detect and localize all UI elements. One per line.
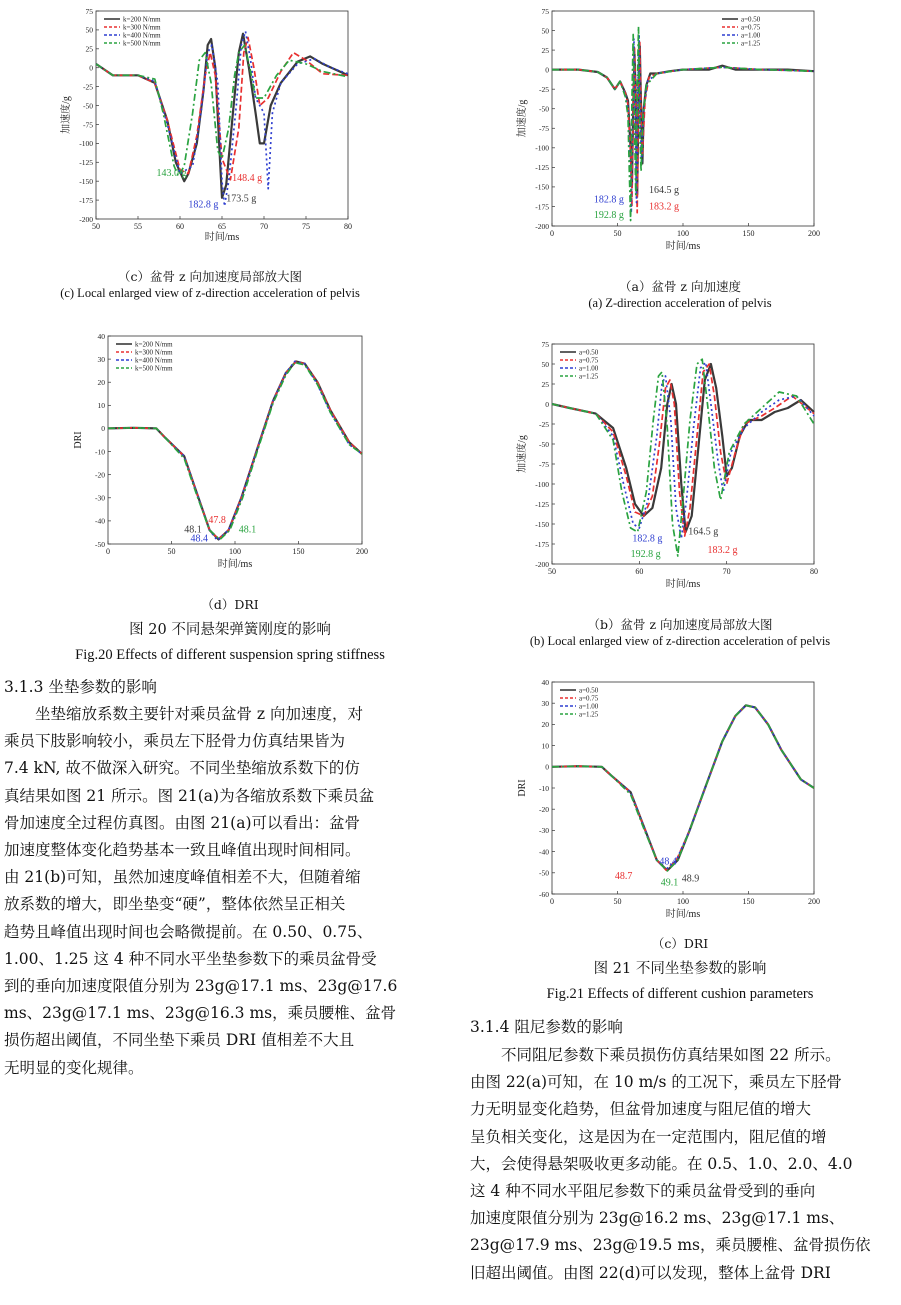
x-tick-label: 150 <box>742 229 755 238</box>
y-tick-label: 10 <box>541 741 549 751</box>
text-line: 呈负相关变化，这是因为在一定范围内，阻尼值的增 <box>470 1127 827 1146</box>
text-line: 趋势且峰值出现时间也会略微提前。在 0.50、0.75、 <box>4 922 373 941</box>
data-annotation: 192.8 g <box>593 210 624 222</box>
y-tick-label: 0 <box>545 399 549 409</box>
legend-label: k=200 N/mm <box>123 15 161 24</box>
y-axis-label: DRI <box>517 779 528 797</box>
y-tick-label: -150 <box>79 176 93 186</box>
legend-label: a=1.25 <box>579 372 599 381</box>
y-tick-label: -200 <box>535 559 549 569</box>
data-annotation: 48.4 <box>190 533 209 545</box>
y-tick-label: -100 <box>79 139 93 149</box>
chart-fig20d-svg <box>70 330 370 578</box>
y-tick-label: 25 <box>541 45 549 55</box>
chart-fig21a-svg <box>512 5 822 260</box>
series-line-1 <box>552 46 814 195</box>
x-tick-label: 70 <box>260 222 268 231</box>
y-tick-label: -100 <box>535 143 549 153</box>
legend-label: a=0.75 <box>579 694 599 703</box>
legend-label: k=500 N/mm <box>135 364 173 373</box>
x-tick-label: 80 <box>344 222 352 231</box>
data-annotation: 48.7 <box>614 871 633 883</box>
chart-legend <box>722 16 761 48</box>
y-axis-label: 加速度/g <box>517 99 528 138</box>
caption-fig21a-en: (a) Z-direction acceleration of pelvis <box>588 296 772 310</box>
legend-label: k=400 N/mm <box>135 356 173 365</box>
caption-fig21b-en: (b) Local enlarged view of z-direction acceleration of pelvis <box>529 634 831 648</box>
x-tick-label: 200 <box>808 229 820 238</box>
series-line-3 <box>552 35 814 213</box>
x-tick-label: 50 <box>92 222 100 231</box>
chart-fig21c-svg <box>512 676 822 928</box>
data-annotation: 164.5 g <box>648 185 679 197</box>
y-tick-label: 50 <box>541 26 549 36</box>
legend-label: k=500 N/mm <box>123 39 161 48</box>
y-tick-label: -25 <box>539 419 549 429</box>
y-tick-label: -200 <box>535 221 549 231</box>
x-tick-label: 55 <box>134 222 142 231</box>
data-annotation: 48.1 <box>184 524 202 536</box>
data-annotation: 183.2 g <box>648 201 679 213</box>
y-tick-label: 0 <box>545 65 549 75</box>
series-line-2 <box>552 39 814 212</box>
y-axis-label: 加速度/g <box>61 96 72 134</box>
text-line: 7.4 kN, 故不做深入研究。不同坐垫缩放系数下的仿 <box>4 759 360 778</box>
x-axis-label: 时间/ms <box>217 559 253 570</box>
text-line: 由图 22(a)可知，在 10 m/s 的工况下，乘员左下胫骨 <box>470 1073 842 1092</box>
chart-fig20c-svg <box>56 5 356 251</box>
chart-fig21c <box>512 676 822 928</box>
text-line: 不同阻尼参数下乘员损伤仿真结果如图 22 所示。 <box>470 1046 841 1064</box>
series-line-4 <box>552 27 814 221</box>
x-tick-label: 150 <box>742 897 755 906</box>
x-tick-label: 100 <box>677 897 689 906</box>
y-axis-label: 加速度/g <box>517 435 528 473</box>
chart-fig20d <box>70 330 370 578</box>
y-tick-label: 75 <box>541 339 549 349</box>
y-tick-label: -30 <box>95 493 105 503</box>
x-axis-label: 时间/ms <box>665 579 701 590</box>
legend-label: a=0.50 <box>741 15 761 24</box>
y-tick-label: 30 <box>97 354 105 364</box>
y-tick-label: -25 <box>539 84 549 94</box>
y-tick-label: 20 <box>97 378 105 388</box>
y-tick-label: 0 <box>101 424 105 434</box>
y-tick-label: 75 <box>85 6 93 16</box>
text-line: 1.00、1.25 这 4 种不同水平坐垫参数下的乘员盆骨受 <box>4 949 377 968</box>
caption-fig21c <box>470 935 890 952</box>
y-tick-label: -10 <box>539 783 549 793</box>
chart-fig21a <box>512 5 822 260</box>
fig21-title-cn: 图 21 不同坐垫参数的影响 <box>593 961 767 977</box>
plot-frame <box>552 11 814 226</box>
y-tick-label: 40 <box>541 677 549 687</box>
x-axis-label: 时间/ms <box>665 241 701 252</box>
chart-fig20c <box>56 5 356 251</box>
series-line-4 <box>552 702 814 871</box>
x-tick-label: 60 <box>635 567 644 576</box>
x-tick-label: 0 <box>106 547 110 556</box>
y-tick-label: -20 <box>95 470 105 480</box>
section-314-heading: 3.1.4 阻尼参数的影响 <box>470 1018 623 1036</box>
x-tick-label: 150 <box>292 547 305 556</box>
caption-fig21b <box>470 616 890 650</box>
series-line-2 <box>96 38 348 180</box>
y-tick-label: -50 <box>539 104 549 114</box>
legend-label: a=0.75 <box>579 356 599 365</box>
text-line: 到的垂向加速度限值分别为 23g@17.1 ms、23g@17.6 <box>4 977 398 996</box>
y-tick-label: -200 <box>79 214 93 224</box>
x-tick-label: 0 <box>550 897 554 906</box>
y-tick-label: -50 <box>539 439 549 449</box>
caption-fig20c <box>0 268 420 302</box>
y-tick-label: 25 <box>85 44 93 54</box>
y-tick-label: -175 <box>535 202 549 212</box>
legend-label: a=1.25 <box>579 710 599 719</box>
y-axis-label: DRI <box>73 431 84 449</box>
x-tick-label: 60 <box>176 222 184 231</box>
y-tick-label: -175 <box>535 539 549 549</box>
y-tick-label: -50 <box>539 868 549 878</box>
x-tick-label: 65 <box>218 222 226 231</box>
caption-fig20d-cn: （d）DRI <box>201 597 259 612</box>
caption-fig21b-cn: （b）盆骨 z 向加速度局部放大图 <box>587 617 773 632</box>
section-313-body <box>4 701 432 1082</box>
section-313-heading: 3.1.3 坐垫参数的影响 <box>4 678 157 696</box>
legend-label: a=0.50 <box>579 686 599 695</box>
text-line: 大，会使得悬架吸收更多动能。在 0.5、1.0、2.0、4.0 <box>470 1154 853 1173</box>
y-tick-label: -125 <box>79 158 93 168</box>
y-tick-label: 75 <box>541 6 549 16</box>
text-line: 这 4 种不同水平阻尼参数下的乘员盆骨受到的垂向 <box>470 1182 816 1201</box>
fig20-title-cn: 图 20 不同悬架弹簧刚度的影响 <box>129 622 331 638</box>
text-line: 损伤超出阈值，不同坐垫下乘员 DRI 值相差不大且 <box>4 1031 355 1050</box>
chart-legend <box>104 16 161 48</box>
y-tick-label: -150 <box>535 182 549 192</box>
text-line: 乘员下肢影响较小，乘员左下胫骨力仿真结果皆为 <box>4 732 346 751</box>
y-tick-label: 0 <box>89 63 93 73</box>
data-annotation: 164.5 g <box>688 526 719 538</box>
y-tick-label: 0 <box>545 762 549 772</box>
x-tick-label: 75 <box>302 222 310 231</box>
data-annotation: 48.1 <box>238 524 257 536</box>
x-tick-label: 50 <box>613 229 622 238</box>
y-tick-label: 10 <box>97 401 105 411</box>
x-tick-label: 200 <box>356 547 368 556</box>
data-annotation: 182.8 g <box>632 533 663 545</box>
y-tick-label: -60 <box>539 889 549 899</box>
data-annotation: 182.8 g <box>593 194 624 206</box>
chart-legend <box>560 349 599 381</box>
chart-fig21b-svg <box>512 338 822 598</box>
text-line: 坐垫缩放系数主要针对乘员盆骨 z 向加速度，对 <box>4 705 364 723</box>
chart-axes <box>515 7 820 252</box>
legend-label: k=300 N/mm <box>135 348 173 357</box>
y-tick-label: -150 <box>535 519 549 529</box>
y-tick-label: -75 <box>539 124 549 134</box>
data-annotation: 49.1 <box>660 877 679 889</box>
text-line: 骨加速度全过程仿真图。由图 21(a)可以看出：盆骨 <box>4 813 360 832</box>
legend-label: a=0.75 <box>741 23 761 32</box>
y-tick-label: -125 <box>535 499 549 509</box>
y-tick-label: -10 <box>95 447 105 457</box>
y-tick-label: -30 <box>539 826 549 836</box>
x-tick-label: 50 <box>167 547 176 556</box>
y-tick-label: 20 <box>541 720 549 730</box>
text-line: ms、23g@17.1 ms、23g@16.3 ms，乘员腰椎、盆骨 <box>4 1004 397 1023</box>
x-tick-label: 200 <box>808 897 820 906</box>
text-line: 加速度整体变化趋势基本一致且峰值出现时间相同。 <box>4 841 361 860</box>
caption-fig20c-en: (c) Local enlarged view of z-direction acceleration of pelvis <box>60 286 360 300</box>
chart-fig21b <box>512 338 822 598</box>
fig21-title-en: Fig.21 Effects of different cushion parameters <box>546 986 814 1002</box>
x-tick-label: 50 <box>548 567 556 576</box>
caption-fig20c-cn: （c）盆骨 z 向加速度局部放大图 <box>117 269 303 284</box>
y-tick-label: 50 <box>85 25 93 35</box>
text-line: 旧超出阈值。由图 22(d)可以发现，整体上盆骨 DRI <box>470 1263 831 1282</box>
x-tick-label: 50 <box>613 897 622 906</box>
text-line: 无明显的变化规律。 <box>4 1058 144 1077</box>
y-tick-label: -100 <box>535 479 549 489</box>
x-axis-label: 时间/ms <box>665 909 701 920</box>
y-tick-label: 30 <box>541 699 549 708</box>
y-tick-label: 50 <box>541 359 549 369</box>
y-tick-label: -40 <box>95 516 105 526</box>
y-tick-label: -75 <box>539 459 549 469</box>
caption-fig20d <box>0 596 460 613</box>
y-tick-label: -25 <box>83 82 93 92</box>
text-line: 力无明显变化趋势，但盆骨加速度与阻尼值的增大 <box>470 1100 812 1119</box>
x-tick-label: 100 <box>677 229 689 238</box>
x-tick-label: 80 <box>810 567 818 576</box>
series-line-2 <box>108 361 362 539</box>
data-annotation: 182.8 g <box>188 199 219 211</box>
series-line-3 <box>108 361 362 540</box>
text-line: 23g@17.9 ms、23g@19.5 ms，乘员腰椎、盆骨损伤依 <box>470 1236 871 1255</box>
caption-fig21a-cn: （a）盆骨 z 向加速度 <box>619 279 741 294</box>
y-tick-label: 40 <box>97 331 105 341</box>
legend-label: a=1.00 <box>741 31 761 40</box>
x-tick-label: 0 <box>550 229 554 238</box>
legend-label: k=300 N/mm <box>123 23 161 32</box>
data-annotation: 143.0 g <box>156 167 187 179</box>
y-tick-label: -75 <box>83 120 93 130</box>
text-line: 放系数的增大，即坐垫变“硬”，整体依然呈正相关 <box>4 895 346 914</box>
section-314-body <box>470 1042 898 1287</box>
y-tick-label: -50 <box>95 539 105 549</box>
x-axis-label: 时间/ms <box>204 232 240 243</box>
legend-label: a=0.50 <box>579 348 599 357</box>
y-tick-label: -40 <box>539 847 549 857</box>
data-annotation: 192.8 g <box>630 548 661 560</box>
text-line: 加速度限值分别为 23g@16.2 ms、23g@17.1 ms、 <box>470 1209 845 1228</box>
legend-label: a=1.25 <box>741 39 761 48</box>
legend-label: a=1.00 <box>579 702 599 711</box>
caption-fig21c-cn: （c）DRI <box>651 936 709 951</box>
y-tick-label: 25 <box>541 379 549 389</box>
x-tick-label: 100 <box>229 547 241 556</box>
y-tick-label: -175 <box>79 195 93 205</box>
data-annotation: 48.9 <box>681 873 700 885</box>
fig20-title-en: Fig.20 Effects of different suspension spring stiffness <box>75 647 385 663</box>
data-annotation: 148.4 g <box>232 173 263 185</box>
text-line: 由 21(b)可知，虽然加速度峰值相差不大，但随着缩 <box>4 868 361 887</box>
data-annotation: 183.2 g <box>707 544 738 556</box>
y-tick-label: -20 <box>539 805 549 814</box>
data-annotation: 48.4 <box>659 856 677 868</box>
y-tick-label: -125 <box>535 163 549 173</box>
legend-label: a=1.00 <box>579 364 599 373</box>
y-tick-label: -50 <box>83 101 93 111</box>
text-line: 真结果如图 21 所示。图 21(a)为各缩放系数下乘员盆 <box>4 786 375 805</box>
legend-label: k=200 N/mm <box>135 340 173 349</box>
chart-legend <box>560 687 599 719</box>
chart-axes <box>515 340 818 590</box>
caption-fig21a <box>470 278 890 312</box>
data-annotation: 173.5 g <box>226 193 257 205</box>
chart-legend <box>116 341 173 373</box>
x-tick-label: 70 <box>722 567 731 576</box>
legend-label: k=400 N/mm <box>123 31 161 40</box>
data-annotation: 47.8 <box>208 515 226 527</box>
